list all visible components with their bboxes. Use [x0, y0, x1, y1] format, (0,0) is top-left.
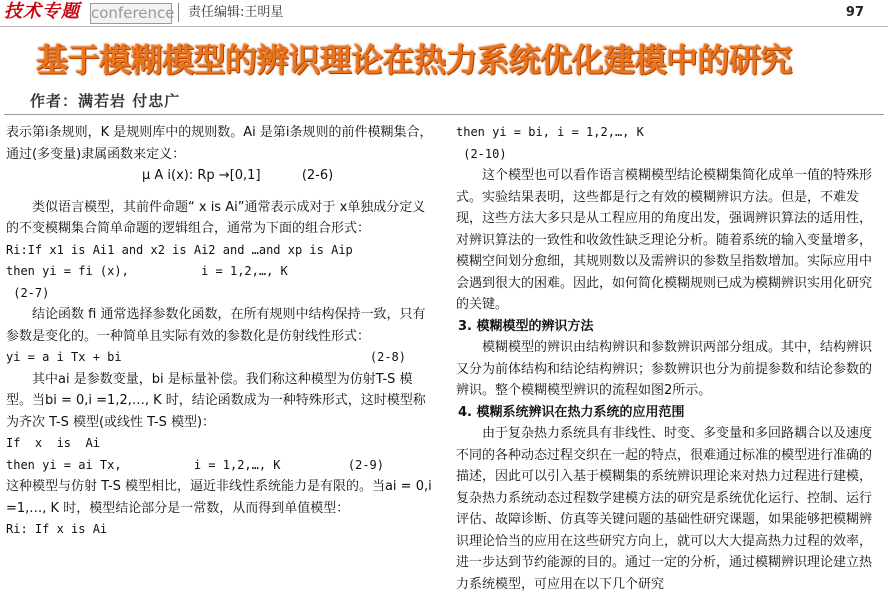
- section-heading: 4. 模糊系统辨识在热力系统的应用范围: [458, 404, 685, 420]
- right-column: [456, 122, 884, 595]
- equation-body: then yi = ai Tx, i = 1,2,…, K: [6, 457, 281, 472]
- title-divider: [4, 114, 884, 115]
- rule-code: then yi = bi, i = 1,2,…, K: [456, 125, 644, 139]
- equation-2-9: [6, 455, 436, 477]
- paragraph: 表示第i条规则，K 是规则库中的规则数。Ai 是第i条规则的前件模糊集合，通过(多变量)隶属函数来定义：: [6, 125, 433, 162]
- paragraph: 这种模型与仿射 T-S 模型相比，逼近非线性系统能力是有限的。当ai = 0,i =1,…, K 时，模型结论部分是一常数，从而得到单值模型：: [6, 479, 432, 516]
- paragraph: 这个模型也可以看作语言模糊模型结论模糊集简化成单一值的特殊形式。实验结果表明，这些都是行之有效的模糊辨识方法。但是，不难发现，这些方法大多只是从工程应用的角度出发，强调辨识算法的适用性，对辨识算法的一致性和收敛性缺乏理论分析。随着系统的输入变量增多，模糊空间划分愈细，其规则数以及需辨识的参数呈指数增加。实际应用中会遇到很大的困难。因此，如何简化模糊规则已成为模糊辨识实用化研究的关键。: [456, 168, 873, 312]
- equation-2-6: μ A i(x): Rp →[0,1] (2-6): [142, 168, 334, 183]
- spacer: [6, 187, 436, 197]
- equation-number: (2-7): [6, 285, 50, 300]
- rule-code: Ri:If x1 is Ai1 and x2 is Ai2 and …and xp is Aip: [6, 242, 353, 257]
- header-divider: [178, 3, 179, 22]
- equation-2-8: [6, 347, 436, 369]
- equation-number: (2-9): [347, 457, 384, 472]
- conference-label: conference: [91, 4, 175, 22]
- page-header: [0, 0, 888, 27]
- paragraph: 其中ai 是参数变量，bi 是标量补偿。我们称这种模型为仿射T-S 模型。当bi = 0,i =1,2,…, K 时，结论函数成为一种特殊形式，这时模型称为齐次 T-S 模型(或线性 T-S 模型)：: [6, 371, 426, 430]
- left-column: [6, 122, 436, 541]
- editor-credit: 责任编辑:王明星: [188, 5, 284, 20]
- paragraph: 结论函数 fi 通常选择参数化函数，在所有规则中结构保持一致，只有参数是变化的。一种简单且实际有效的参数化是仿射线性形式：: [6, 307, 426, 344]
- equation-body: yi = a i Tx + bi: [6, 350, 122, 364]
- paragraph: 类似语言模型，其前件命题“ x is Ai”通常表示成对于 x单独成分定义的不变模糊集合简单命题的逻辑组合，通常为下面的组合形式：: [6, 199, 426, 236]
- rule-code: If x is Ai: [6, 436, 100, 450]
- article-authors: 作者：满若岩 付忠广: [30, 92, 181, 110]
- section-heading: 3. 模糊模型的辨识方法: [458, 318, 594, 334]
- rule-code: Ri: If x is Ai: [6, 522, 108, 536]
- equation-number: (2-10): [456, 146, 507, 161]
- paragraph: 模糊模型的辨识由结构辨识和参数辨识两部分组成。其中，结构辨识又分为前体结构和结论结构辨识；参数辨识也分为前提参数和结论参数的辨识。整个模糊模型辨识的流程如图2所示。: [456, 340, 873, 398]
- equation-number: (2-8): [369, 350, 406, 364]
- article-title: 基于模糊模型的辨识理论在热力系统优化建模中的研究: [36, 41, 793, 79]
- paragraph: 由于复杂热力系统具有非线性、时变、多变量和多回路耦合以及速度不同的各种动态过程交织在一起的特点，很难通过标准的模型进行准确的描述，因此可以引入基于模糊集的系统辨识理论来对热力过程进行建模，复杂热力系统动态过程数学建模方法的研究是系统优化运行、控制、运行评估、故障诊断、仿真等关键问题的基础性研究课题，如果能够把模糊辨识理论恰当的应用在这些研究方向上，就可以大大提高热力过程的效率，进一步达到节约能源的目的。通过一定的分析，通过模糊辨识理论建立热力系统模型，可应用在以下几个研究: [456, 426, 873, 592]
- section-brand: 技术专题: [4, 1, 80, 22]
- rule-code: then yi = fi (x), i = 1,2,…, K: [6, 264, 288, 278]
- page-number: 97: [845, 5, 864, 20]
